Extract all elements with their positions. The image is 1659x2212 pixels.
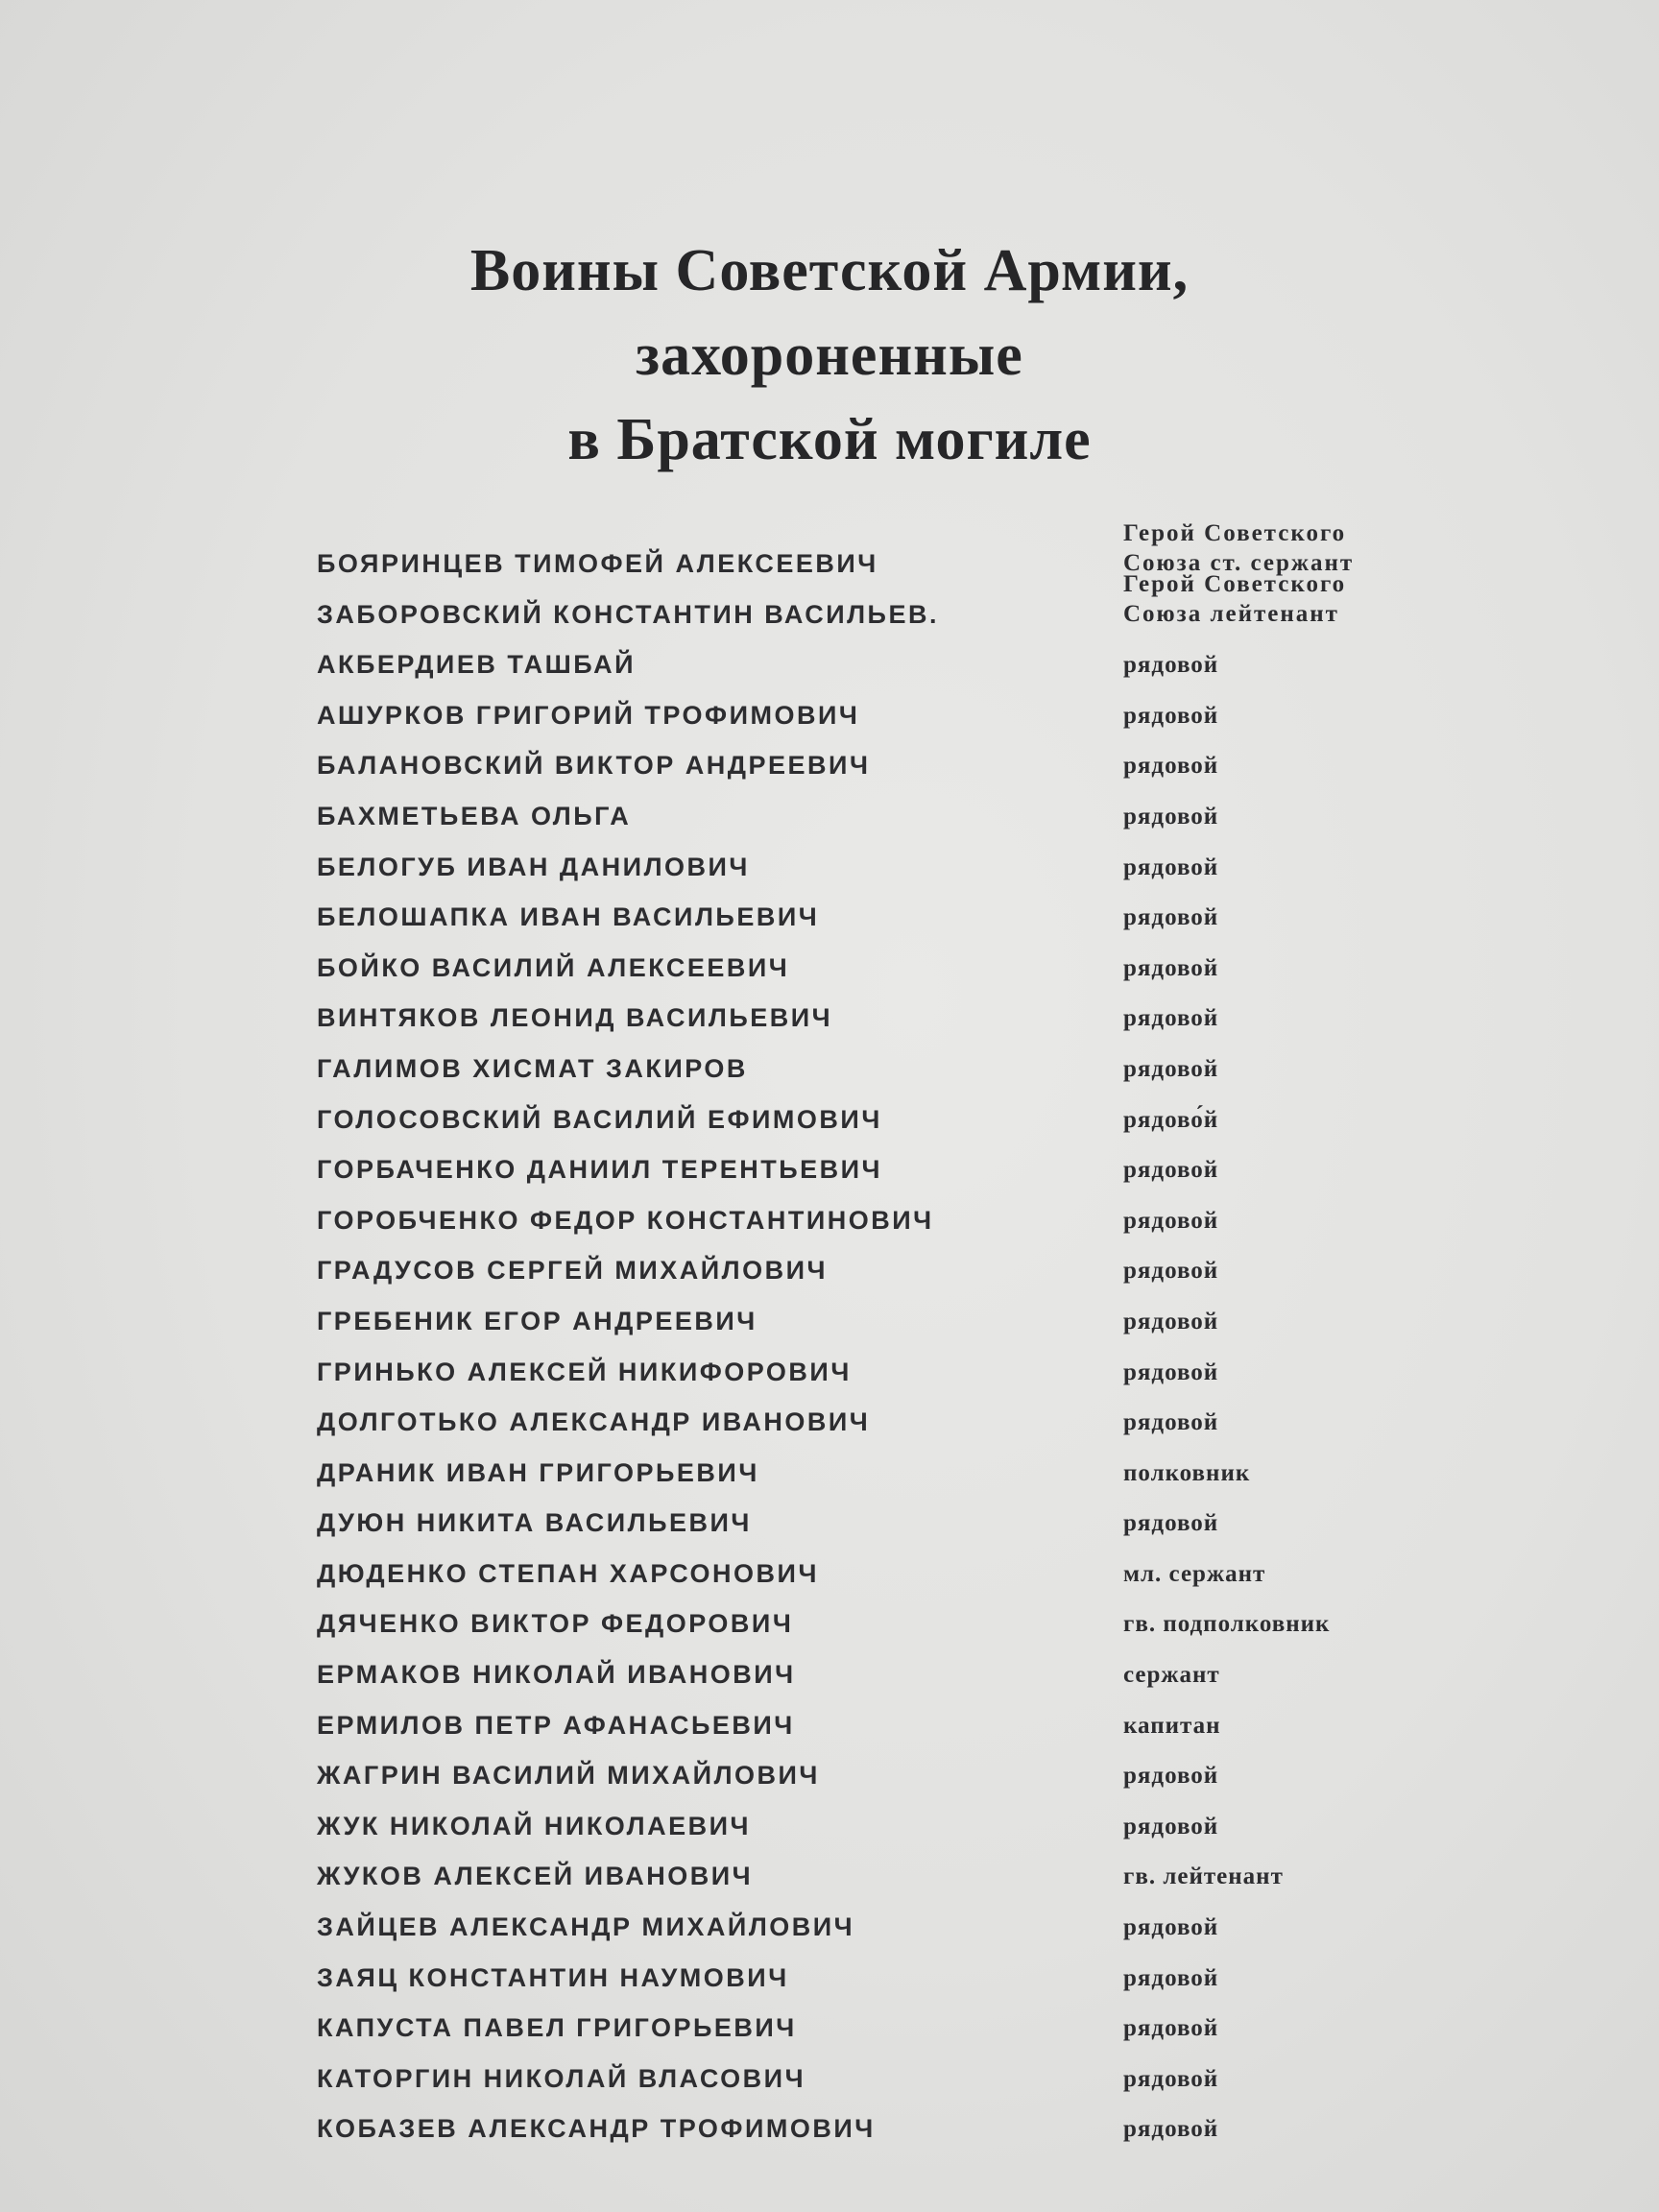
soldier-rank: рядовой (1123, 1308, 1219, 1334)
list-item (317, 1407, 1402, 1458)
soldier-name: ДЮДЕНКО СТЕПАН ХАРСОНОВИЧ (317, 1558, 819, 1588)
rank-line-1: Герой Советского (1123, 520, 1347, 546)
soldier-name: БОЯРИНЦЕВ ТИМОФЕЙ АЛЕКСЕЕВИЧ (317, 549, 878, 578)
soldier-name: ЖАГРИН ВАСИЛИЙ МИХАЙЛОВИЧ (317, 1761, 820, 1791)
soldier-name: ЕРМИЛОВ ПЕТР АФАНАСЬЕВИЧ (317, 1710, 795, 1740)
rank-line-1: Герой Советского (1123, 570, 1347, 597)
soldier-name: ЗАЯЦ КОНСТАНТИН НАУМОВИЧ (317, 1962, 789, 1992)
list-item (317, 1105, 1402, 1156)
list-item (317, 701, 1402, 752)
list-item (317, 1508, 1402, 1559)
soldier-rank: гв. подполковник (1123, 1611, 1331, 1638)
list-item (317, 1862, 1402, 1912)
list-item (317, 2013, 1402, 2064)
soldier-name: ДРАНИК ИВАН ГРИГОРЬЕВИЧ (317, 1457, 759, 1487)
rank-line-2: Союза ст. сержант (1123, 550, 1355, 576)
soldier-rank: гв. лейтенант (1123, 1863, 1284, 1890)
soldier-name: ЖУКОВ АЛЕКСЕЙ ИВАНОВИЧ (317, 1862, 754, 1891)
soldier-name: БАХМЕТЬЕВА ОЛЬГА (317, 801, 632, 830)
soldier-name: КАТОРГИН НИКОЛАЙ ВЛАСОВИЧ (317, 2063, 806, 2093)
list-item (317, 1761, 1402, 1812)
soldier-name: ДУЮН НИКИТА ВАСИЛЬЕВИЧ (317, 1508, 752, 1538)
soldier-name: КАПУСТА ПАВЕЛ ГРИГОРЬЕВИЧ (317, 2013, 797, 2043)
list-item (317, 1609, 1402, 1660)
soldier-rank: рядовой (1123, 1005, 1219, 1032)
soldier-rank: рядовой (1123, 1914, 1219, 1941)
soldier-name: ДОЛГОТЬКО АЛЕКСАНДР ИВАНОВИЧ (317, 1407, 871, 1437)
list-item (317, 650, 1402, 701)
soldier-name: ЖУК НИКОЛАЙ НИКОЛАЕВИЧ (317, 1811, 751, 1840)
soldier-name: ГРАДУСОВ СЕРГЕЙ МИХАЙЛОВИЧ (317, 1256, 829, 1286)
soldier-rank: рядовой (1123, 904, 1219, 931)
list-item (317, 853, 1402, 903)
list-item (317, 1256, 1402, 1307)
list-item (317, 2064, 1402, 2115)
list-item (317, 570, 1402, 651)
soldier-rank: рядовой (1123, 702, 1219, 729)
list-item (317, 1559, 1402, 1610)
soldier-name: ДЯЧЕНКО ВИКТОР ФЕДОРОВИЧ (317, 1609, 794, 1639)
soldier-name: ГАЛИМОВ ХИСМАТ ЗАКИРОВ (317, 1053, 748, 1083)
burial-list (317, 520, 1402, 2165)
soldier-rank: сержант (1123, 1662, 1220, 1689)
list-item (317, 1458, 1402, 1509)
list-item (317, 1711, 1402, 1762)
list-item (317, 1307, 1402, 1358)
soldier-name: ГОРОБЧЕНКО ФЕДОР КОНСТАНТИНОВИЧ (317, 1205, 934, 1235)
list-item (317, 1155, 1402, 1206)
soldier-rank: рядовой (1123, 1409, 1219, 1436)
soldier-rank: рядовой (1123, 2065, 1219, 2092)
list-item (317, 902, 1402, 953)
soldier-name: БОЙКО ВАСИЛИЙ АЛЕКСЕЕВИЧ (317, 952, 790, 982)
soldier-rank: рядовой (1123, 1510, 1219, 1537)
list-item (317, 751, 1402, 802)
soldier-rank: рядовой (1123, 2116, 1219, 2143)
soldier-rank: мл. сержант (1123, 1560, 1266, 1587)
soldier-rank: рядовой (1123, 1358, 1219, 1385)
list-item (317, 1963, 1402, 2014)
soldier-name: КОБАЗЕВ АЛЕКСАНДР ТРОФИМОВИЧ (317, 2114, 876, 2144)
soldier-rank: рядовой (1123, 854, 1219, 880)
list-item (317, 953, 1402, 1004)
soldier-name: ЗАЙЦЕВ АЛЕКСАНДР МИХАЙЛОВИЧ (317, 1912, 855, 1942)
soldier-rank (1123, 569, 1346, 629)
soldier-rank: рядовой (1123, 1763, 1219, 1790)
soldier-name: ЗАБОРОВСКИЙ КОНСТАНТИН ВАСИЛЬЕВ. (317, 599, 939, 629)
soldier-rank: рядовой (1123, 954, 1219, 981)
title-line-1: Воины Советской Армии, (469, 238, 1190, 303)
soldier-name: БЕЛОГУБ ИВАН ДАНИЛОВИЧ (317, 852, 750, 881)
soldier-rank: рядовой (1123, 2015, 1219, 2042)
soldier-name: АШУРКОВ ГРИГОРИЙ ТРОФИМОВИЧ (317, 700, 860, 730)
soldier-name: ВИНТЯКОВ ЛЕОНИД ВАСИЛЬЕВИЧ (317, 1003, 833, 1033)
soldier-name: ГРЕБЕНИК ЕГОР АНДРЕЕВИЧ (317, 1306, 757, 1335)
soldier-name: АКБЕРДИЕВ ТАШБАЙ (317, 650, 637, 680)
soldier-rank: рядовой (1123, 1813, 1219, 1839)
soldier-rank: рядовой (1123, 1207, 1219, 1234)
soldier-name: ГОЛОСОВСКИЙ ВАСИЛИЙ ЕФИМОВИЧ (317, 1104, 882, 1134)
rank-line-2: Союза лейтенант (1123, 600, 1339, 627)
soldier-name: ЕРМАКОВ НИКОЛАЙ ИВАНОВИЧ (317, 1660, 796, 1690)
list-item (317, 802, 1402, 853)
soldier-rank: полковник (1123, 1459, 1251, 1486)
list-item (317, 1358, 1402, 1408)
soldier-rank: рядовой (1123, 753, 1219, 780)
list-item (317, 2114, 1402, 2165)
soldier-name: БАЛАНОВСКИЙ ВИКТОР АНДРЕЕВИЧ (317, 751, 871, 781)
soldier-rank: рядовой (1123, 1258, 1219, 1285)
list-item (317, 1054, 1402, 1105)
page-title (0, 228, 1659, 482)
soldier-name: ГРИНЬКО АЛЕКСЕЙ НИКИФОРОВИЧ (317, 1357, 852, 1386)
list-item (317, 1660, 1402, 1711)
soldier-rank: рядовой (1123, 1964, 1219, 1991)
list-item (317, 1812, 1402, 1863)
list-item (317, 1912, 1402, 1963)
soldier-name: БЕЛОШАПКА ИВАН ВАСИЛЬЕВИЧ (317, 902, 820, 932)
soldier-name: ГОРБАЧЕНКО ДАНИИЛ ТЕРЕНТЬЕВИЧ (317, 1155, 883, 1185)
soldier-rank: рядовой (1123, 652, 1219, 679)
list-item (317, 1206, 1402, 1257)
title-line-2: захороненные (636, 323, 1023, 388)
title-line-3: в Братской могиле (567, 407, 1092, 472)
soldier-rank: рядовой (1123, 803, 1219, 830)
soldier-rank: капитан (1123, 1712, 1221, 1739)
soldier-rank: рядовой (1123, 1055, 1219, 1082)
list-item (317, 1003, 1402, 1054)
soldier-rank: рядовой (1123, 1157, 1219, 1184)
soldier-rank: рядово́й (1123, 1106, 1219, 1133)
